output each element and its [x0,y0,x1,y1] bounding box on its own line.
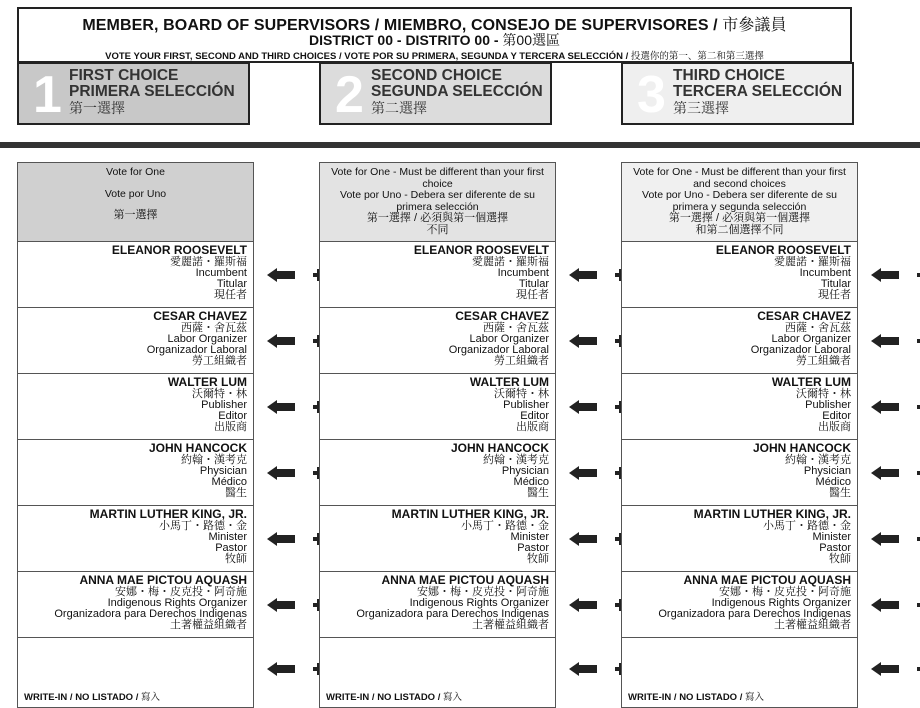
write-in-zh: 寫入 [742,692,764,703]
candidate-occupation-en: Minister [510,531,549,543]
candidate-name-zh: 約翰・漢考克 [785,454,851,466]
instruction-es: Vote por Uno [104,187,167,200]
candidate-info [147,310,247,367]
candidate-name: CESAR CHAVEZ [455,309,549,323]
candidate-occupation-es: Editor [218,410,247,422]
candidate-info [149,442,247,499]
candidate-info [392,508,549,565]
candidate-name: WALTER LUM [771,375,851,389]
candidate-name-zh: 愛麗諾・羅斯福 [170,256,247,268]
candidate-occupation-en: Physician [803,465,851,477]
candidate-name-zh: 約翰・漢考克 [181,454,247,466]
candidate-occupation-zh: 醫生 [829,487,851,499]
candidate-info [168,376,247,433]
candidate-name-zh: 小馬丁・路德・金 [763,520,851,532]
instruction-en: Vote for One - Must be different than your first and second choices [633,166,846,190]
vote-arrow-target[interactable] [871,598,901,612]
choice-label-es: TERCERA SELECCIÓN [673,83,843,100]
candidate-name-zh: 沃爾特・林 [494,388,549,400]
write-in-label [628,689,764,703]
candidate-occupation-es: Organizador Laboral [750,344,851,356]
choice-tab-2 [319,62,552,125]
vote-arrow-target[interactable] [871,466,901,480]
candidate-row [621,308,858,374]
candidate-row [319,440,556,506]
candidate-occupation-zh: 土著權益組織者 [170,619,247,631]
arrow-shaft [578,535,597,543]
instruction-es: Vote por Uno - Debera ser diferente de su primera y segunda selección [642,189,837,213]
choice-number: 3 [637,66,666,124]
vote-arrow-target[interactable] [267,400,297,414]
candidate-name-zh: 安娜・梅・皮克投・阿奇施 [115,586,247,598]
candidate-occupation-es: Titular [216,278,247,290]
district-text: DISTRICT 00 - DISTRITO 00 - [308,32,499,48]
candidate-name-zh: 沃爾特・林 [192,388,247,400]
candidate-occupation-es: Médico [513,476,549,488]
vote-arrow-target[interactable] [267,334,297,348]
candidate-name: ELEANOR ROOSEVELT [111,243,247,257]
arrow-shaft [578,337,597,345]
candidate-occupation-zh: 土著權益組織者 [472,619,549,631]
vote-arrow-target[interactable] [569,400,599,414]
candidate-name-zh: 愛麗諾・羅斯福 [774,256,851,268]
choice-label-es: SEGUNDA SELECCIÓN [371,83,543,100]
candidate-occupation-es: Médico [815,476,851,488]
candidate-row [319,242,556,308]
vote-arrow-target[interactable] [569,598,599,612]
candidate-occupation-en: Indigenous Rights Organizer [409,597,549,609]
arrow-shaft [578,271,597,279]
choice-number: 1 [33,66,62,124]
candidate-info [414,244,549,301]
candidate-info [90,508,247,565]
candidate-name: WALTER LUM [167,375,247,389]
candidate-info [451,442,549,499]
contest-header [17,7,852,63]
candidate-occupation-en: Incumbent [195,267,247,279]
vote-arrow-target[interactable] [569,334,599,348]
candidate-occupation-en: Minister [812,531,851,543]
vote-arrow-target[interactable] [569,466,599,480]
candidate-occupation-es: Organizadora para Derechos Indigenas [54,608,247,620]
candidate-name: MARTIN LUTHER KING, JR. [693,507,851,521]
candidate-row [319,506,556,572]
write-in-row[interactable] [319,638,556,708]
candidate-name: CESAR CHAVEZ [153,309,247,323]
candidate-row [621,572,858,638]
candidate-occupation-en: Physician [199,465,247,477]
candidate-occupation-en: Indigenous Rights Organizer [711,597,851,609]
write-in-text: WRITE-IN / NO LISTADO / [326,692,441,703]
vote-arrow-target[interactable] [871,662,901,676]
candidate-occupation-en: Physician [501,465,549,477]
candidate-occupation-en: Labor Organizer [469,333,549,345]
candidate-info [772,376,851,433]
candidate-occupation-en: Incumbent [497,267,549,279]
choice-label-es: PRIMERA SELECCIÓN [69,83,235,100]
candidate-name-zh: 小馬丁・路德・金 [461,520,549,532]
choice-labels [673,68,842,116]
candidate-occupation-en: Labor Organizer [167,333,247,345]
candidate-name-zh: 愛麗諾・羅斯福 [472,256,549,268]
choice-label-en: FIRST CHOICE [69,67,179,84]
candidate-info [356,574,549,631]
arrow-shaft [880,469,899,477]
candidate-row [621,440,858,506]
arrow-shaft [880,601,899,609]
write-in-row[interactable] [621,638,858,708]
candidate-occupation-en: Incumbent [799,267,851,279]
choice-label-zh: 第二選擇 [371,100,427,116]
candidate-occupation-es: Organizador Laboral [146,344,247,356]
arrow-shaft [578,469,597,477]
arrow-shaft [276,271,295,279]
instruction-zh: 第一選擇 [113,209,158,221]
candidate-name-zh: 西薩・舍瓦茲 [181,322,247,334]
candidate-info [470,376,549,433]
candidate-occupation-en: Publisher [503,399,549,411]
candidate-name-zh: 沃爾特・林 [796,388,851,400]
candidate-row [319,572,556,638]
contest-title-text: MEMBER, BOARD OF SUPERVISORS / MIEMBRO, CONSEJO DE SUPERVISORES / [82,17,718,34]
choice-label-en: SECOND CHOICE [371,67,502,84]
choice-number: 2 [335,66,364,124]
contest-title-zh: 市參議員 [717,17,787,34]
candidate-name: JOHN HANCOCK [450,441,549,455]
candidate-occupation-zh: 現任者 [516,289,549,301]
vote-arrow-target[interactable] [267,662,297,676]
arrow-shaft [880,535,899,543]
candidate-name-zh: 西薩・舍瓦茲 [785,322,851,334]
candidate-occupation-zh: 勞工組織者 [494,355,549,367]
instruction-en: Vote for One [106,166,165,178]
arrow-shaft [276,337,295,345]
candidate-occupation-zh: 現任者 [214,289,247,301]
vote-arrow-target[interactable] [267,466,297,480]
district-zh: 第00選區 [498,32,560,48]
candidate-occupation-zh: 現任者 [818,289,851,301]
vote-arrow-target[interactable] [569,532,599,546]
candidate-occupation-zh: 出版商 [516,421,549,433]
candidate-name-zh: 小馬丁・路德・金 [159,520,247,532]
candidate-occupation-es: Pastor [819,542,851,554]
candidate-occupation-en: Indigenous Rights Organizer [107,597,247,609]
candidate-occupation-en: Labor Organizer [771,333,851,345]
candidate-occupation-es: Editor [822,410,851,422]
candidate-occupation-es: Médico [211,476,247,488]
arrow-shaft [880,665,899,673]
candidate-occupation-zh: 牧師 [527,553,549,565]
candidate-row [17,506,254,572]
candidate-occupation-en: Publisher [805,399,851,411]
candidate-info [112,244,247,301]
candidate-occupation-es: Organizadora para Derechos Indigenas [356,608,549,620]
candidate-name: CESAR CHAVEZ [757,309,851,323]
candidate-occupation-es: Pastor [215,542,247,554]
write-in-label [326,689,462,703]
candidate-row [17,308,254,374]
choice-label-zh: 第一選擇 [69,100,125,116]
candidate-name-zh: 安娜・梅・皮克投・阿奇施 [719,586,851,598]
candidate-name: ANNA MAE PICTOU AQUASH [381,573,549,587]
vote-arrow-target[interactable] [569,268,599,282]
vote-instruction [19,48,850,62]
arrow-shaft [276,665,295,673]
candidate-occupation-es: Organizadora para Derechos Indigenas [658,608,851,620]
candidate-occupation-zh: 牧師 [829,553,851,565]
write-in-zh: 寫入 [138,692,160,703]
candidate-name: MARTIN LUTHER KING, JR. [391,507,549,521]
candidate-row [17,242,254,308]
vote-instruction-text: VOTE YOUR FIRST, SECOND AND THIRD CHOICES / VOTE POR SU PRIMERA, SEGUNDA Y TERCERA SELECCIÓN / [105,51,629,62]
column-instruction [621,162,858,242]
candidate-row [17,374,254,440]
vote-arrow-target[interactable] [569,662,599,676]
candidate-row [621,506,858,572]
candidate-row [319,308,556,374]
candidate-occupation-zh: 醫生 [527,487,549,499]
arrow-shaft [578,665,597,673]
candidate-occupation-zh: 牧師 [225,553,247,565]
write-in-text: WRITE-IN / NO LISTADO / [24,692,139,703]
candidate-row [621,242,858,308]
candidate-occupation-zh: 勞工組織者 [796,355,851,367]
instruction-zh: 第一選擇 / 必須與第一個選擇 [668,212,811,224]
candidate-info [694,508,851,565]
instruction-zh-2: 不同 [426,223,449,236]
candidate-name: ELEANOR ROOSEVELT [413,243,549,257]
choice-tab-3 [621,62,854,125]
candidate-info [449,310,549,367]
candidate-info [751,310,851,367]
candidate-occupation-es: Editor [520,410,549,422]
candidate-name: ANNA MAE PICTOU AQUASH [683,573,851,587]
instruction-zh-2: 和第二個選擇不同 [695,223,784,236]
arrow-shaft [880,271,899,279]
vote-arrow-target[interactable] [871,532,901,546]
choice-label-en: THIRD CHOICE [673,67,785,84]
candidate-name: ELEANOR ROOSEVELT [715,243,851,257]
arrow-shaft [578,403,597,411]
candidate-row [17,572,254,638]
candidate-info [753,442,851,499]
choice-labels [371,68,543,116]
write-in-text: WRITE-IN / NO LISTADO / [628,692,743,703]
vote-arrow-target[interactable] [871,400,901,414]
choice-label-zh: 第三選擇 [673,100,729,116]
column-instruction [319,162,556,242]
candidate-occupation-zh: 土著權益組織者 [774,619,851,631]
candidate-name: MARTIN LUTHER KING, JR. [89,507,247,521]
candidate-info [716,244,851,301]
candidate-row [319,374,556,440]
vote-arrow-target[interactable] [267,598,297,612]
candidate-occupation-es: Organizador Laboral [448,344,549,356]
arrow-shaft [578,601,597,609]
choice-labels [69,68,235,116]
instruction-en: Vote for One - Must be different than your first choice [331,166,544,190]
vote-instruction-zh: 投選你的第一、第二和第三選擇 [628,51,764,62]
instruction-zh: 第一選擇 / 必須與第一個選擇 [366,212,509,224]
candidate-row [621,374,858,440]
candidate-occupation-es: Titular [820,278,851,290]
vote-arrow-target[interactable] [871,334,901,348]
candidate-occupation-zh: 醫生 [225,487,247,499]
candidate-occupation-en: Minister [208,531,247,543]
arrow-shaft [276,469,295,477]
candidate-name-zh: 約翰・漢考克 [483,454,549,466]
candidate-row [17,440,254,506]
instruction-es: Vote por Uno - Debera ser diferente de su primera selección [340,189,535,213]
candidate-name: JOHN HANCOCK [148,441,247,455]
arrow-shaft [276,403,295,411]
arrow-shaft [880,403,899,411]
write-in-label [24,689,160,703]
arrow-shaft [276,535,295,543]
section-divider [0,142,920,148]
candidate-occupation-en: Publisher [201,399,247,411]
district-label [19,30,850,50]
vote-arrow-target[interactable] [871,268,901,282]
arrow-shaft [880,337,899,345]
candidate-info [658,574,851,631]
column-instruction [17,162,254,242]
arrow-shaft [276,601,295,609]
candidate-name: JOHN HANCOCK [752,441,851,455]
candidate-info [54,574,247,631]
candidate-occupation-zh: 出版商 [214,421,247,433]
write-in-row[interactable] [17,638,254,708]
candidate-occupation-zh: 出版商 [818,421,851,433]
write-in-zh: 寫入 [440,692,462,703]
candidate-name: ANNA MAE PICTOU AQUASH [79,573,247,587]
choice-tab-1 [17,62,250,125]
candidate-name: WALTER LUM [469,375,549,389]
vote-arrow-target[interactable] [267,532,297,546]
candidate-occupation-zh: 勞工組織者 [192,355,247,367]
candidate-name-zh: 安娜・梅・皮克投・阿奇施 [417,586,549,598]
candidate-occupation-es: Pastor [517,542,549,554]
candidate-occupation-es: Titular [518,278,549,290]
candidate-name-zh: 西薩・舍瓦茲 [483,322,549,334]
vote-arrow-target[interactable] [267,268,297,282]
